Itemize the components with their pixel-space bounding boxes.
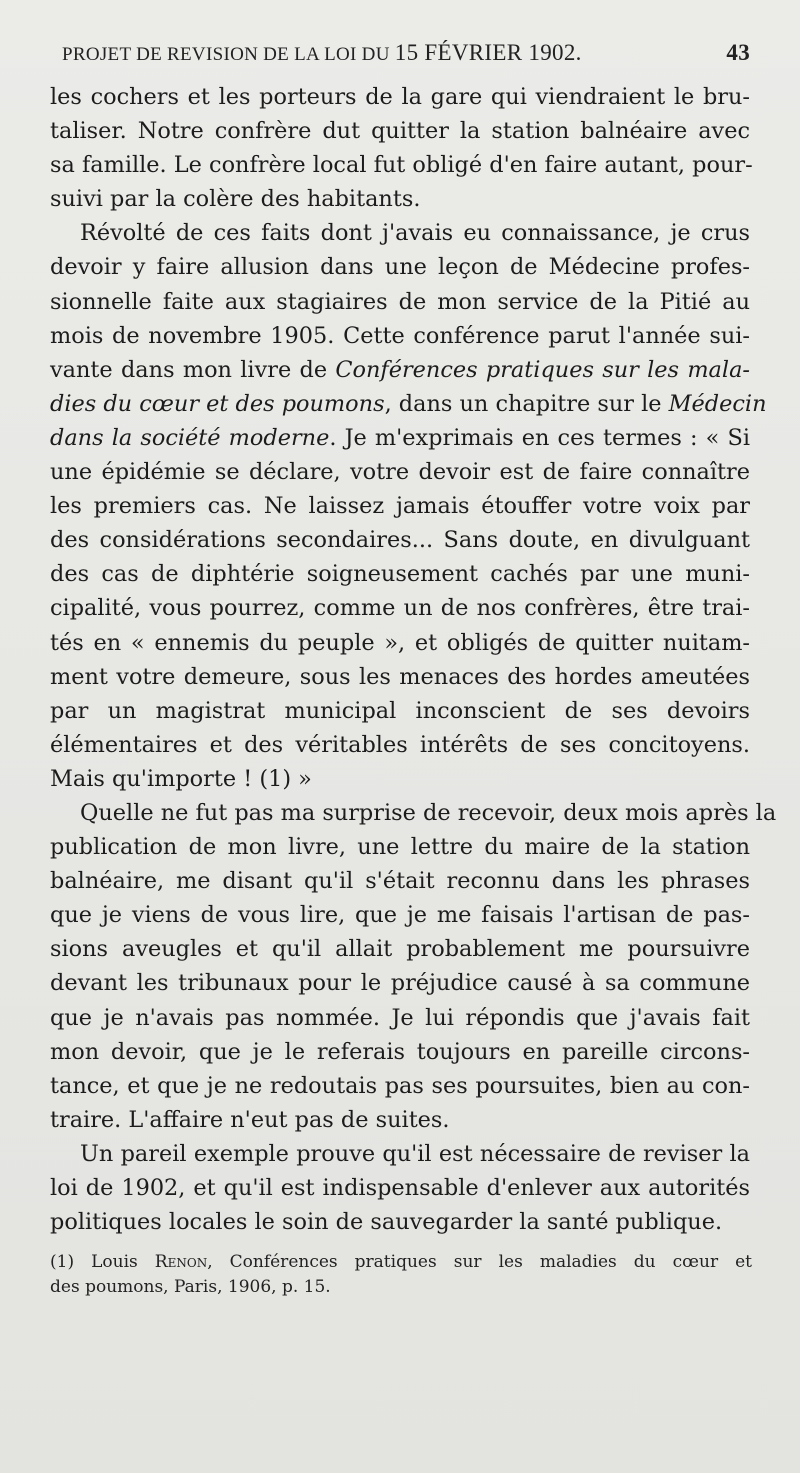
text-line-9 xyxy=(50,353,750,387)
text-line: Révolté de ces faits dont j'avais eu connaissance, je crus xyxy=(80,220,750,247)
paragraph-block-2 xyxy=(50,455,777,1239)
text-line: Quelle ne fut pas ma surprise de recevoir, deux mois après la xyxy=(80,799,777,826)
footnote-line-1-rest: , Conférences pratiques sur les maladies du cœur et xyxy=(207,1252,752,1272)
text-line: les premiers cas. Ne laissez jamais étouffer votre voix par xyxy=(50,493,750,520)
chapter-title-part-2: dans la société moderne xyxy=(50,424,330,451)
page-number: 43 xyxy=(726,40,750,65)
text-line: publication de mon livre, une lettre du maire de la station xyxy=(50,834,750,861)
footnote xyxy=(50,1250,752,1300)
text-line: tance, et que je ne redoutais pas ses poursuites, bien au con- xyxy=(50,1072,750,1099)
main-text xyxy=(50,80,777,1239)
text-line-10 xyxy=(50,387,767,421)
text-line: sions aveugles et qu'il allait probablement me poursuivre xyxy=(50,936,750,963)
footnote-author: Renon xyxy=(154,1252,208,1272)
text-line-11 xyxy=(50,421,750,455)
paragraph-block-1 xyxy=(50,80,753,353)
text-line: sionnelle faite aux stagiaires de mon service de la Pitié au xyxy=(50,288,750,315)
text-line: tés en « ennemis du peuple », et obligés de quitter nuitam- xyxy=(50,629,750,656)
chapter-title-part-1: Médecin xyxy=(668,390,767,417)
text-line: devant les tribunaux pour le préjudice causé à sa commune xyxy=(50,970,750,997)
text-line: Mais qu'importe ! (1) » xyxy=(50,765,312,792)
book-title-part-2: dies du cœur et des poumons xyxy=(50,390,385,417)
book-title-part-1: Conférences pratiques sur les mala- xyxy=(335,356,750,383)
text-line: taliser. Notre confrère dut quitter la station balnéaire avec xyxy=(50,118,750,145)
footnote-line-1 xyxy=(50,1250,752,1275)
running-title-date: 15 FÉVRIER 1902. xyxy=(394,40,582,65)
text-line: Un pareil exemple prouve qu'il est nécessaire de reviser la xyxy=(80,1140,750,1167)
text-line: les cochers et les porteurs de la gare qui viendraient le bru- xyxy=(50,84,750,110)
text-line: loi de 1902, et qu'il est indispensable d'enlever aux autorités xyxy=(50,1175,750,1201)
text-line: une épidémie se déclare, votre devoir est de faire connaître xyxy=(50,459,750,486)
text-line: balnéaire, me disant qu'il s'était reconnu dans les phrases xyxy=(50,868,750,895)
text-line-11-plain: . Je m'exprimais en ces termes : « Si xyxy=(329,424,750,451)
text-line: élémentaires et des véritables intérêts de ses concitoyens. xyxy=(50,731,750,758)
footnote-marker: (1) Louis xyxy=(50,1252,155,1272)
text-line: cipalité, vous pourrez, comme un de nos confrères, être trai- xyxy=(50,595,750,622)
running-header xyxy=(62,40,750,74)
text-line: suivi par la colère des habitants. xyxy=(50,186,421,213)
text-line: que je viens de vous lire, que je me faisais l'artisan de pas- xyxy=(50,902,750,929)
text-line: que je n'avais pas nommée. Je lui répondis que j'avais fait xyxy=(50,1004,750,1031)
text-line: des considérations secondaires... Sans doute, en divulguant xyxy=(50,527,750,554)
text-line: politiques locales le soin de sauvegarder la santé publique. xyxy=(50,1209,723,1236)
text-line-10-plain: , dans un chapitre sur le xyxy=(384,390,669,417)
text-line: sa famille. Le confrère local fut obligé d'en faire autant, pour- xyxy=(50,152,753,179)
text-line: mois de novembre 1905. Cette conférence parut l'année sui- xyxy=(50,322,750,349)
text-line: des cas de diphtérie soigneusement cachés par une muni- xyxy=(50,561,750,588)
text-line: traire. L'affaire n'eut pas de suites. xyxy=(50,1106,450,1133)
running-title xyxy=(62,40,582,66)
text-line: ment votre demeure, sous les menaces des hordes ameutées xyxy=(50,663,750,690)
running-title-text: PROJET DE REVISION DE LA LOI DU xyxy=(62,44,390,65)
text-line: mon devoir, que je le referais toujours en pareille circons- xyxy=(50,1038,750,1065)
text-line-9-plain: vante dans mon livre de xyxy=(50,356,336,383)
text-line: par un magistrat municipal inconscient de ses devoirs xyxy=(50,697,750,724)
footnote-line-2: des poumons, Paris, 1906, p. 15. xyxy=(50,1277,331,1297)
text-line: devoir y faire allusion dans une leçon de Médecine profes- xyxy=(50,254,750,281)
